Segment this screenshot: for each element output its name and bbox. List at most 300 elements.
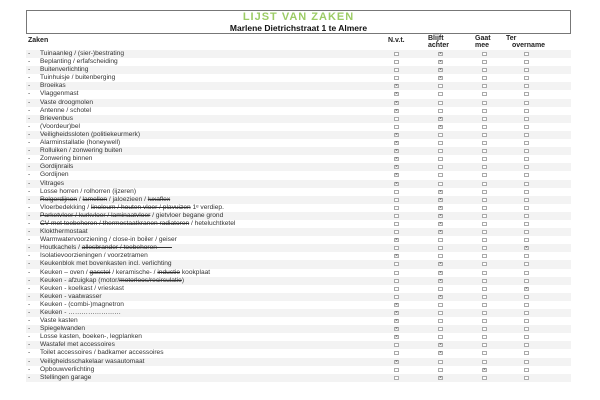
checkbox-nvt[interactable] xyxy=(394,335,399,339)
checkbox-gaat-mee[interactable] xyxy=(482,376,487,380)
list-item xyxy=(26,277,571,285)
item-label xyxy=(40,66,88,74)
item-text: / keramische- / xyxy=(110,268,158,276)
column-header-ter-line2: overname xyxy=(512,42,546,49)
item-label xyxy=(40,252,148,260)
item-text: Keuken - afzuigkap (motor/ xyxy=(40,276,120,284)
checkbox-nvt[interactable] xyxy=(394,182,399,186)
checkbox-gaat-mee[interactable] xyxy=(482,76,487,80)
checkbox-nvt[interactable] xyxy=(394,125,399,129)
checkbox-nvt[interactable] xyxy=(394,157,399,161)
checkbox-gaat-mee[interactable] xyxy=(482,254,487,258)
checkbox-ter-overname[interactable] xyxy=(524,206,529,210)
item-text: Vlaggenmast xyxy=(40,90,79,98)
list-item xyxy=(26,58,571,66)
checkbox-blijft-achter[interactable] xyxy=(438,182,443,186)
list-item xyxy=(26,196,571,204)
list-item xyxy=(26,333,571,341)
item-label xyxy=(40,123,80,131)
item-text: / jaloezieen / xyxy=(107,195,148,203)
item-label xyxy=(40,107,91,115)
item-text: Broeikas xyxy=(40,82,66,90)
checkbox-gaat-mee[interactable] xyxy=(482,206,487,210)
item-label xyxy=(40,220,235,228)
checkbox-ter-overname[interactable] xyxy=(524,351,529,355)
item-text: Vaste droogmolen xyxy=(40,98,94,106)
checkbox-nvt[interactable] xyxy=(394,262,399,266)
checkbox-ter-overname[interactable] xyxy=(524,360,529,364)
bullet-dash: - xyxy=(28,114,31,122)
checkbox-ter-overname[interactable] xyxy=(524,303,529,307)
struck-text: allesbrander / toebehoren —— xyxy=(81,244,172,252)
bullet-dash: - xyxy=(28,252,31,260)
column-header-blijft-line2: achter xyxy=(428,42,450,49)
list-item xyxy=(26,66,571,74)
checkbox-ter-overname[interactable] xyxy=(524,157,529,161)
item-text: Klokthermostaat xyxy=(40,228,88,236)
checkbox-blijft-achter[interactable] xyxy=(438,254,443,258)
checkbox-blijft-achter[interactable] xyxy=(438,125,443,129)
checkbox-nvt[interactable] xyxy=(394,303,399,307)
checkbox-gaat-mee[interactable] xyxy=(482,157,487,161)
checkbox-blijft-achter[interactable] xyxy=(438,198,443,202)
checkbox-nvt[interactable] xyxy=(394,254,399,258)
checkbox-gaat-mee[interactable] xyxy=(482,343,487,347)
bullet-dash: - xyxy=(28,373,31,381)
checkbox-nvt[interactable] xyxy=(394,84,399,88)
list-item xyxy=(26,212,571,220)
checkbox-gaat-mee[interactable] xyxy=(482,109,487,113)
bullet-dash: - xyxy=(28,195,31,203)
struck-text: inductie xyxy=(157,268,181,276)
checkbox-blijft-achter[interactable] xyxy=(438,149,443,153)
list-item xyxy=(26,123,571,131)
item-text: Houtkachels / xyxy=(40,244,82,252)
item-label xyxy=(40,58,118,66)
bullet-dash: - xyxy=(28,333,31,341)
checkbox-blijft-achter[interactable] xyxy=(438,262,443,266)
bullet-dash: - xyxy=(28,325,31,333)
checkbox-ter-overname[interactable] xyxy=(524,149,529,153)
checkbox-gaat-mee[interactable] xyxy=(482,295,487,299)
checkbox-blijft-achter[interactable] xyxy=(438,295,443,299)
checkbox-nvt[interactable] xyxy=(394,149,399,153)
checkbox-nvt[interactable] xyxy=(394,360,399,364)
checkbox-gaat-mee[interactable] xyxy=(482,351,487,355)
bullet-dash: - xyxy=(28,260,31,268)
bullet-dash: - xyxy=(28,236,31,244)
checkbox-gaat-mee[interactable] xyxy=(482,190,487,194)
list-item xyxy=(26,301,571,309)
item-text: Vloerbedekking / xyxy=(40,203,91,211)
checkbox-blijft-achter[interactable] xyxy=(438,327,443,331)
bullet-dash: - xyxy=(28,122,31,130)
item-text: Vitrages xyxy=(40,179,65,187)
list-item xyxy=(26,139,571,147)
struck-text: CV met toebehoren / thermostaatkranen radiatoren xyxy=(40,219,190,227)
list-item xyxy=(26,171,571,179)
checkbox-ter-overname[interactable] xyxy=(524,60,529,64)
checkbox-ter-overname[interactable] xyxy=(524,262,529,266)
checkbox-blijft-achter[interactable] xyxy=(438,271,443,275)
list-item xyxy=(26,349,571,357)
column-header-gaat-mee xyxy=(475,35,491,49)
checkbox-ter-overname[interactable] xyxy=(524,117,529,121)
bullet-dash: - xyxy=(28,244,31,252)
item-text: / heteluchtketel xyxy=(189,219,236,227)
checkbox-nvt[interactable] xyxy=(394,141,399,145)
item-text: Beplanting / erfafscheiding xyxy=(40,58,118,66)
checkbox-ter-overname[interactable] xyxy=(524,125,529,129)
item-label xyxy=(40,317,78,325)
bullet-dash: - xyxy=(28,219,31,227)
checkbox-blijft-achter[interactable] xyxy=(438,238,443,242)
checkbox-gaat-mee[interactable] xyxy=(482,368,487,372)
checkbox-nvt[interactable] xyxy=(394,279,399,283)
item-text: (Voordeur)bel xyxy=(40,122,80,130)
checkbox-ter-overname[interactable] xyxy=(524,101,529,105)
checkbox-ter-overname[interactable] xyxy=(524,287,529,291)
checkbox-nvt[interactable] xyxy=(394,109,399,113)
bullet-dash: - xyxy=(28,211,31,219)
checkbox-blijft-achter[interactable] xyxy=(438,376,443,380)
checkbox-gaat-mee[interactable] xyxy=(482,303,487,307)
list-item xyxy=(26,252,571,260)
checkbox-nvt[interactable] xyxy=(394,165,399,169)
checkbox-blijft-achter[interactable] xyxy=(438,60,443,64)
checkbox-ter-overname[interactable] xyxy=(524,246,529,250)
checkbox-blijft-achter[interactable] xyxy=(438,52,443,56)
checkbox-blijft-achter[interactable] xyxy=(438,351,443,355)
bullet-dash: - xyxy=(28,90,31,98)
checkbox-blijft-achter[interactable] xyxy=(438,230,443,234)
checkbox-blijft-achter[interactable] xyxy=(438,246,443,250)
checkbox-gaat-mee[interactable] xyxy=(482,141,487,145)
checkbox-blijft-achter[interactable] xyxy=(438,141,443,145)
item-label xyxy=(40,269,210,277)
checkbox-ter-overname[interactable] xyxy=(524,133,529,137)
bullet-dash: - xyxy=(28,98,31,106)
checkbox-nvt[interactable] xyxy=(394,117,399,121)
item-label xyxy=(40,115,73,123)
checkbox-blijft-achter[interactable] xyxy=(438,368,443,372)
item-label xyxy=(40,277,184,285)
checkbox-gaat-mee[interactable] xyxy=(482,165,487,169)
checkbox-ter-overname[interactable] xyxy=(524,230,529,234)
item-text: ) xyxy=(181,276,185,284)
checkbox-nvt[interactable] xyxy=(394,271,399,275)
checkbox-nvt[interactable] xyxy=(394,246,399,250)
item-label xyxy=(40,163,73,171)
checkbox-ter-overname[interactable] xyxy=(524,141,529,145)
checkbox-blijft-achter[interactable] xyxy=(438,165,443,169)
checkbox-gaat-mee[interactable] xyxy=(482,319,487,323)
item-label xyxy=(40,349,164,357)
checkbox-blijft-achter[interactable] xyxy=(438,360,443,364)
checkbox-nvt[interactable] xyxy=(394,287,399,291)
bullet-dash: - xyxy=(28,276,31,284)
checkbox-gaat-mee[interactable] xyxy=(482,52,487,56)
bullet-dash: - xyxy=(28,203,31,211)
item-text: 1ᵉ verdiep. xyxy=(190,203,224,211)
list-item xyxy=(26,82,571,90)
checkbox-nvt[interactable] xyxy=(394,101,399,105)
checkbox-gaat-mee[interactable] xyxy=(482,214,487,218)
checkbox-ter-overname[interactable] xyxy=(524,254,529,258)
column-header-items: Zaken xyxy=(28,37,49,44)
checkbox-nvt[interactable] xyxy=(394,60,399,64)
struck-text: gasstel xyxy=(89,268,111,276)
checkbox-gaat-mee[interactable] xyxy=(482,173,487,177)
checkbox-gaat-mee[interactable] xyxy=(482,198,487,202)
list-item xyxy=(26,309,571,317)
checkbox-nvt[interactable] xyxy=(394,222,399,226)
bullet-dash: - xyxy=(28,74,31,82)
checkbox-blijft-achter[interactable] xyxy=(438,117,443,121)
checkbox-gaat-mee[interactable] xyxy=(482,60,487,64)
bullet-dash: - xyxy=(28,82,31,90)
checkbox-blijft-achter[interactable] xyxy=(438,109,443,113)
bullet-dash: - xyxy=(28,268,31,276)
checkbox-blijft-achter[interactable] xyxy=(438,319,443,323)
checkbox-nvt[interactable] xyxy=(394,230,399,234)
checkbox-nvt[interactable] xyxy=(394,311,399,315)
item-text: Opbouwverlichting xyxy=(40,365,95,373)
checkbox-gaat-mee[interactable] xyxy=(482,327,487,331)
item-label xyxy=(40,341,115,349)
checkbox-nvt[interactable] xyxy=(394,376,399,380)
checkbox-gaat-mee[interactable] xyxy=(482,133,487,137)
item-label xyxy=(40,358,144,366)
checkbox-gaat-mee[interactable] xyxy=(482,68,487,72)
item-label xyxy=(40,212,223,220)
checkbox-gaat-mee[interactable] xyxy=(482,279,487,283)
checkbox-nvt[interactable] xyxy=(394,295,399,299)
checkbox-gaat-mee[interactable] xyxy=(482,125,487,129)
checkbox-gaat-mee[interactable] xyxy=(482,360,487,364)
checkbox-gaat-mee[interactable] xyxy=(482,335,487,339)
column-header-blijft-line1: Blijft xyxy=(428,35,444,42)
checkbox-blijft-achter[interactable] xyxy=(438,222,443,226)
checkbox-gaat-mee[interactable] xyxy=(482,149,487,153)
item-label xyxy=(40,374,91,382)
checkbox-ter-overname[interactable] xyxy=(524,182,529,186)
bullet-dash: - xyxy=(28,130,31,138)
list-item xyxy=(26,260,571,268)
checkbox-nvt[interactable] xyxy=(394,214,399,218)
item-label xyxy=(40,309,121,317)
item-text: Keuken - …………………… xyxy=(40,309,121,316)
checkbox-gaat-mee[interactable] xyxy=(482,311,487,315)
checkbox-blijft-achter[interactable] xyxy=(438,133,443,137)
bullet-dash: - xyxy=(28,309,31,316)
checkbox-blijft-achter[interactable] xyxy=(438,343,443,347)
checkbox-blijft-achter[interactable] xyxy=(438,279,443,283)
checkbox-blijft-achter[interactable] xyxy=(438,84,443,88)
checkbox-blijft-achter[interactable] xyxy=(438,76,443,80)
item-label xyxy=(40,188,136,196)
item-label xyxy=(40,196,170,204)
items-list xyxy=(26,50,571,382)
checkbox-blijft-achter[interactable] xyxy=(438,92,443,96)
checkbox-nvt[interactable] xyxy=(394,52,399,56)
list-item xyxy=(26,99,571,107)
item-label xyxy=(40,147,122,155)
list-item xyxy=(26,180,571,188)
checkbox-nvt[interactable] xyxy=(394,319,399,323)
checkbox-blijft-achter[interactable] xyxy=(438,335,443,339)
checkbox-ter-overname[interactable] xyxy=(524,68,529,72)
list-item xyxy=(26,341,571,349)
list-item xyxy=(26,358,571,366)
checkbox-gaat-mee[interactable] xyxy=(482,230,487,234)
checkbox-ter-overname[interactable] xyxy=(524,214,529,218)
checkbox-gaat-mee[interactable] xyxy=(482,287,487,291)
item-label xyxy=(40,90,79,98)
checkbox-ter-overname[interactable] xyxy=(524,343,529,347)
struck-text: linoleum / houten vloer / plavuizen xyxy=(90,203,191,211)
checkbox-ter-overname[interactable] xyxy=(524,335,529,339)
checkbox-ter-overname[interactable] xyxy=(524,173,529,177)
list-item xyxy=(26,220,571,228)
item-label xyxy=(40,82,66,90)
checkbox-nvt[interactable] xyxy=(394,92,399,96)
checkbox-ter-overname[interactable] xyxy=(524,76,529,80)
checkbox-nvt[interactable] xyxy=(394,206,399,210)
item-text: / xyxy=(77,195,83,203)
list-item xyxy=(26,155,571,163)
struck-text: Parketvloer / kurkvloer / laminaatvloer xyxy=(40,211,151,219)
item-text: Veiligheidssloten (politiekeurmerk) xyxy=(40,130,141,138)
checkbox-gaat-mee[interactable] xyxy=(482,182,487,186)
column-header-gaat-line2: mee xyxy=(475,42,490,49)
list-item xyxy=(26,90,571,98)
checkbox-ter-overname[interactable] xyxy=(524,327,529,331)
bullet-dash: - xyxy=(28,187,31,195)
list-item xyxy=(26,325,571,333)
item-label xyxy=(40,171,69,179)
checkbox-ter-overname[interactable] xyxy=(524,165,529,169)
checkbox-ter-overname[interactable] xyxy=(524,271,529,275)
item-text: Zonwering binnen xyxy=(40,155,93,163)
checkbox-gaat-mee[interactable] xyxy=(482,84,487,88)
checkbox-nvt[interactable] xyxy=(394,351,399,355)
item-label xyxy=(40,74,115,82)
checkbox-blijft-achter[interactable] xyxy=(438,287,443,291)
checkbox-ter-overname[interactable] xyxy=(524,319,529,323)
checkbox-nvt[interactable] xyxy=(394,190,399,194)
checkbox-nvt[interactable] xyxy=(394,327,399,331)
checkbox-blijft-achter[interactable] xyxy=(438,311,443,315)
list-item xyxy=(26,107,571,115)
checkbox-ter-overname[interactable] xyxy=(524,52,529,56)
item-label xyxy=(40,244,172,252)
item-label xyxy=(40,131,140,139)
bullet-dash: - xyxy=(28,341,31,349)
checkbox-ter-overname[interactable] xyxy=(524,279,529,283)
checkbox-nvt[interactable] xyxy=(394,76,399,80)
list-item xyxy=(26,366,571,374)
bullet-dash: - xyxy=(28,50,31,57)
bullet-dash: - xyxy=(28,179,31,187)
list-item xyxy=(26,293,571,301)
checkbox-nvt[interactable] xyxy=(394,173,399,177)
checkbox-blijft-achter[interactable] xyxy=(438,101,443,105)
item-text: Isolatievoorzieningen / voorzetramen xyxy=(40,252,148,260)
bullet-dash: - xyxy=(28,357,31,365)
bullet-dash: - xyxy=(28,66,31,74)
checkbox-ter-overname[interactable] xyxy=(524,109,529,113)
checkbox-ter-overname[interactable] xyxy=(524,311,529,315)
item-text: Losse kasten, boeken-, legplanken xyxy=(40,333,142,341)
checkbox-ter-overname[interactable] xyxy=(524,190,529,194)
bullet-dash: - xyxy=(28,300,31,308)
list-item xyxy=(26,236,571,244)
checkbox-nvt[interactable] xyxy=(394,238,399,242)
list-item xyxy=(26,115,571,123)
checkbox-ter-overname[interactable] xyxy=(524,222,529,226)
checkbox-ter-overname[interactable] xyxy=(524,92,529,96)
bullet-dash: - xyxy=(28,106,31,114)
checkbox-nvt[interactable] xyxy=(394,133,399,137)
checkbox-gaat-mee[interactable] xyxy=(482,222,487,226)
checkbox-blijft-achter[interactable] xyxy=(438,206,443,210)
checkbox-gaat-mee[interactable] xyxy=(482,92,487,96)
item-text: Gordijnen xyxy=(40,171,69,179)
checkbox-gaat-mee[interactable] xyxy=(482,238,487,242)
checkbox-ter-overname[interactable] xyxy=(524,84,529,88)
checkbox-blijft-achter[interactable] xyxy=(438,173,443,177)
checkbox-gaat-mee[interactable] xyxy=(482,262,487,266)
checkbox-nvt[interactable] xyxy=(394,68,399,72)
item-text: Keuken – oven / xyxy=(40,268,90,276)
item-text: Veiligheidsschakelaar wasautomaat xyxy=(40,357,145,365)
checkbox-blijft-achter[interactable] xyxy=(438,214,443,218)
item-label xyxy=(40,180,64,188)
item-text: Rolluiken / zonwering buiten xyxy=(40,147,123,155)
checkbox-gaat-mee[interactable] xyxy=(482,101,487,105)
item-text: Tuinaanleg / (sier-)bestrating xyxy=(40,50,125,57)
checkbox-ter-overname[interactable] xyxy=(524,295,529,299)
checkbox-gaat-mee[interactable] xyxy=(482,117,487,121)
checkbox-blijft-achter[interactable] xyxy=(438,303,443,307)
column-header-ter-overname xyxy=(506,35,545,49)
checkbox-blijft-achter[interactable] xyxy=(438,68,443,72)
checkbox-nvt[interactable] xyxy=(394,343,399,347)
item-text: Stellingen garage xyxy=(40,373,92,381)
checkbox-blijft-achter[interactable] xyxy=(438,157,443,161)
checkbox-ter-overname[interactable] xyxy=(524,198,529,202)
checkbox-ter-overname[interactable] xyxy=(524,238,529,242)
bullet-dash: - xyxy=(28,58,31,66)
item-label xyxy=(40,293,102,301)
list-item xyxy=(26,374,571,382)
item-label xyxy=(40,228,88,236)
checkbox-nvt[interactable] xyxy=(394,368,399,372)
item-text: Keukenblok met bovenkasten incl. verlichting xyxy=(40,260,172,268)
struck-text: Rolgordijnen xyxy=(40,195,78,203)
bullet-dash: - xyxy=(28,171,31,179)
checkbox-gaat-mee[interactable] xyxy=(482,246,487,250)
checkbox-nvt[interactable] xyxy=(394,198,399,202)
checkbox-blijft-achter[interactable] xyxy=(438,190,443,194)
column-header-gaat-line1: Gaat xyxy=(475,35,491,42)
checkbox-ter-overname[interactable] xyxy=(524,368,529,372)
checkbox-gaat-mee[interactable] xyxy=(482,271,487,275)
checkbox-ter-overname[interactable] xyxy=(524,376,529,380)
item-label xyxy=(40,236,177,244)
bullet-dash: - xyxy=(28,147,31,155)
